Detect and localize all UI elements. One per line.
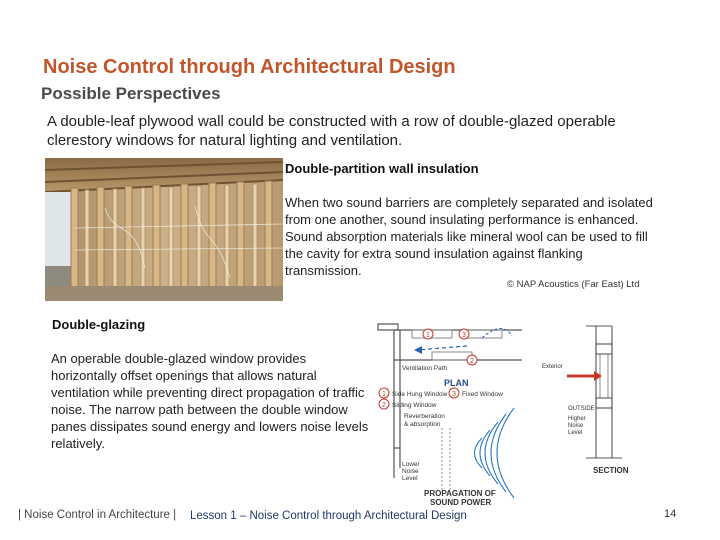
higher-noise-1: Higher (568, 416, 586, 422)
absorption-label: & absorption (404, 421, 441, 428)
double-partition-body: When two sound barriers are completely separated and isolated from one another, sound insulating performance is enhanced. Sound absorption materials like mineral wool can be used to fill the cavity for extra sound insulation against flanking transmission. (285, 195, 653, 278)
num-1-label: 1 (426, 332, 430, 339)
page-number: 14 (664, 508, 677, 520)
legend-num-1: 1 (382, 391, 386, 398)
intro-text: A double-leaf plywood wall could be constructed with a row of double-glazed operable clerestory windows for natural lighting and ventilation. (47, 113, 616, 149)
footer-lesson: Lesson 1 – Noise Control through Architectural Design (190, 510, 467, 522)
exterior-label: Exterior (542, 364, 563, 370)
lower-noise-3: Level (402, 475, 418, 482)
double-glazing-body: An operable double-glazed window provides horizontally offset openings that allows natural ventilation while preventing direct propagation of traffic noise. The narrow path between the double window panes dissipates sound energy and lowers noise levels relatively. (51, 351, 369, 451)
slide-title: Noise Control through Architectural Design (43, 56, 456, 78)
higher-noise-2: Noise (568, 423, 584, 429)
plan-label: PLAN (444, 378, 469, 388)
legend-side-hung: Side Hung Window (392, 391, 448, 398)
footer-course: | Noise Control in Architecture | (18, 509, 177, 521)
higher-noise-3: Level (568, 430, 583, 436)
section-label: SECTION (593, 466, 629, 475)
legend-num-2: 2 (382, 402, 386, 409)
double-partition-heading: Double-partition wall insulation (285, 161, 479, 176)
legend-num-3: 3 (452, 391, 456, 398)
legend-fixed: Fixed Window (462, 391, 503, 398)
num-3-label: 3 (462, 332, 466, 339)
legend-sliding: Sliding Window (392, 402, 437, 409)
caption-line-2: SOUND POWER (430, 498, 492, 506)
slide-subtitle: Possible Perspectives (41, 84, 221, 103)
double-glazing-heading: Double-glazing (52, 317, 146, 332)
reverb-label: Reverberation (404, 413, 445, 420)
lower-noise-2: Noise (402, 468, 419, 475)
outside-label: OUTSIDE (568, 406, 595, 412)
double-glazing-diagram (372, 318, 662, 506)
wall-construction-photo (45, 158, 283, 301)
lower-noise-1: Lower (402, 461, 420, 468)
image-credit: © NAP Acoustics (Far East) Ltd (507, 279, 640, 290)
num-2-label: 2 (470, 358, 474, 365)
ventilation-path-label: Ventilation Path (402, 365, 448, 372)
caption-line-1: PROPAGATION OF (424, 489, 496, 498)
